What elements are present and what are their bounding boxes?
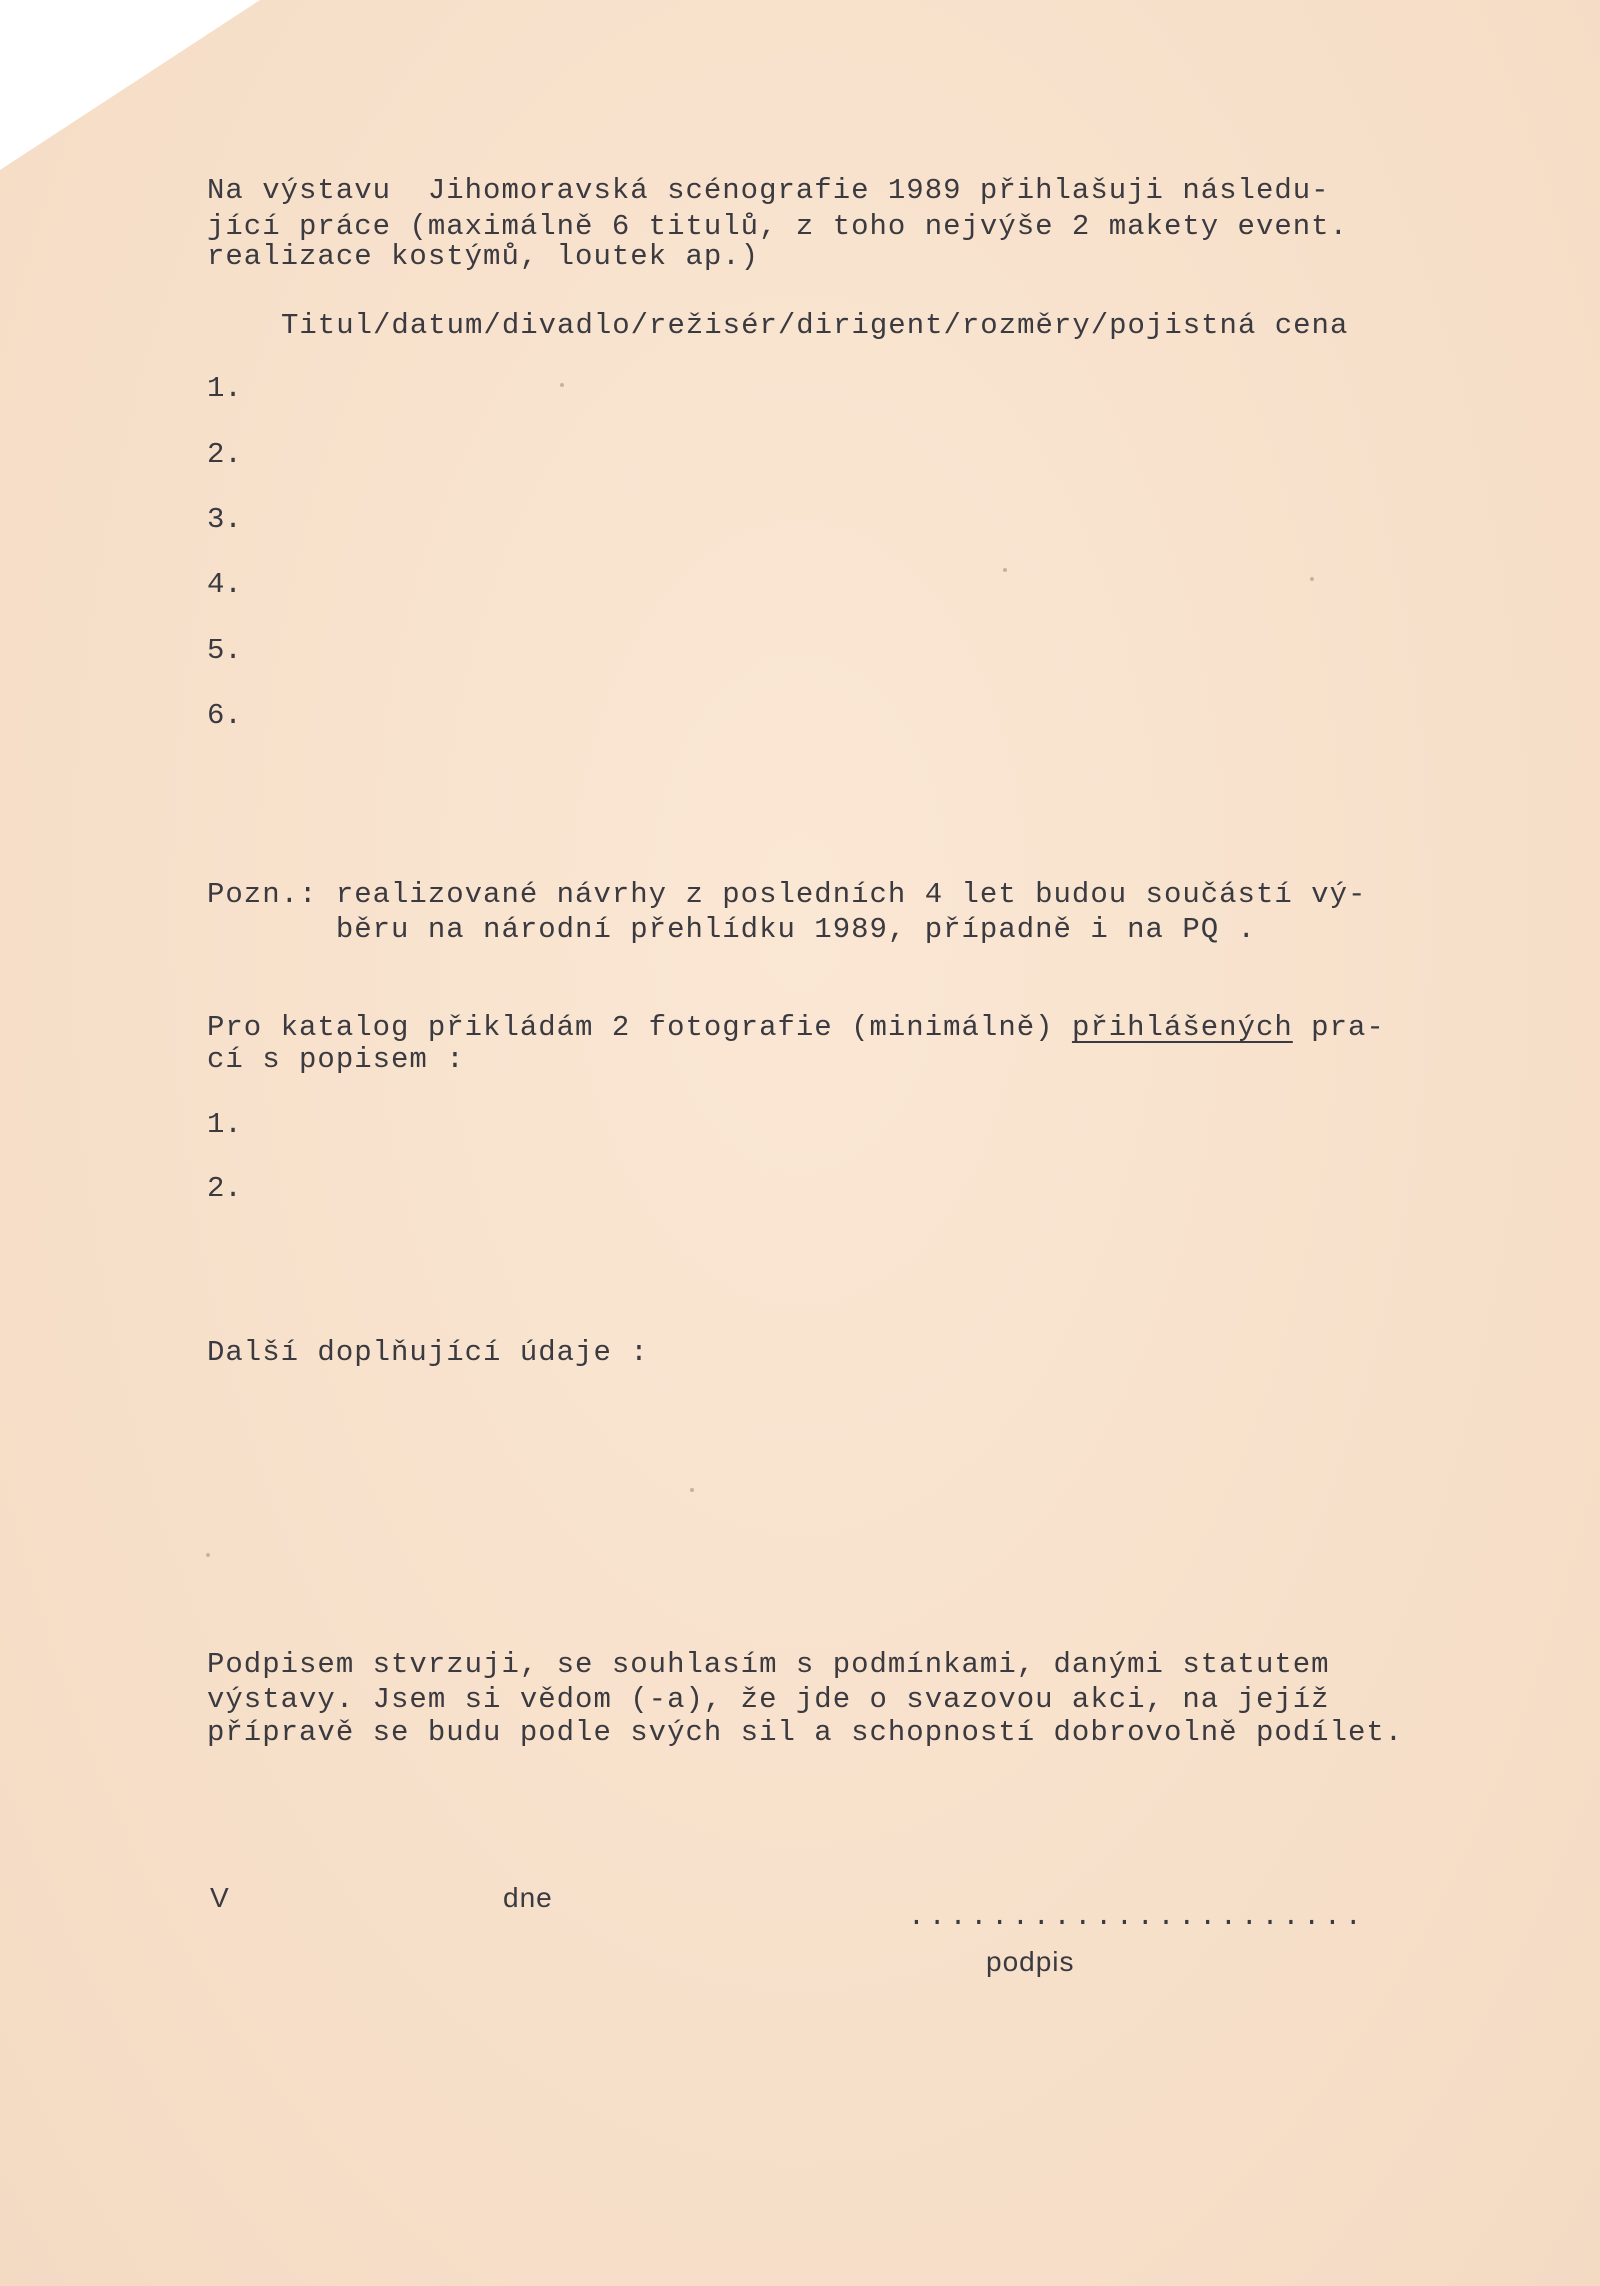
signature-line: ...................... xyxy=(908,1902,1366,1933)
catalog-line-1 xyxy=(207,1011,1385,1045)
entry-number-1: 1. xyxy=(207,372,242,405)
catalog-item-1: 1. xyxy=(207,1108,242,1141)
intro-line-1: Na výstavu Jihomoravská scénografie 1989 přihlašuji následu- xyxy=(207,174,1330,207)
columns-header: Titul/datum/divadlo/režisér/dirigent/rozměry/pojistná cena xyxy=(281,309,1349,342)
additional-info-label: Další doplňující údaje : xyxy=(207,1336,649,1369)
entry-number-6: 6. xyxy=(207,699,242,732)
entry-number-2: 2. xyxy=(207,438,242,471)
paper-speck xyxy=(1003,568,1007,572)
intro-line-3: realizace kostýmů, loutek ap.) xyxy=(207,240,760,273)
catalog-item-2: 2. xyxy=(207,1172,242,1205)
declaration-line-1: Podpisem stvrzuji, se souhlasím s podmínkami, danými statutem xyxy=(207,1648,1330,1681)
catalog-line-1-start: Pro katalog přikládám 2 fotografie (minimálně) xyxy=(207,1011,1072,1044)
entry-number-4: 4. xyxy=(207,568,242,601)
catalog-line-1-end: pra- xyxy=(1292,1011,1385,1044)
paper-speck xyxy=(1310,577,1314,581)
catalog-line-2: cí s popisem : xyxy=(207,1043,465,1076)
paper-speck xyxy=(560,383,564,387)
entry-number-5: 5. xyxy=(207,634,242,667)
catalog-underlined-word: přihlášených xyxy=(1071,1011,1293,1044)
paper-speck xyxy=(206,1553,210,1557)
signature-label: podpis xyxy=(986,1946,1075,1977)
place-label: V xyxy=(210,1882,230,1913)
note-line-1: Pozn.: realizované návrhy z posledních 4 let budou součástí vý- xyxy=(207,878,1367,911)
paper-speck xyxy=(690,1488,694,1492)
note-line-2: běru na národní přehlídku 1989, případně i na PQ . xyxy=(207,913,1256,946)
declaration-line-3: přípravě se budu podle svých sil a schopností dobrovolně podílet. xyxy=(207,1716,1404,1749)
declaration-line-2: výstavy. Jsem si vědom (-a), že jde o svazovou akci, na jejíž xyxy=(207,1683,1330,1716)
date-label: dne xyxy=(503,1882,553,1913)
intro-line-2: jící práce (maximálně 6 titulů, z toho nejvýše 2 makety event. xyxy=(207,210,1348,243)
entry-number-3: 3. xyxy=(207,503,242,536)
